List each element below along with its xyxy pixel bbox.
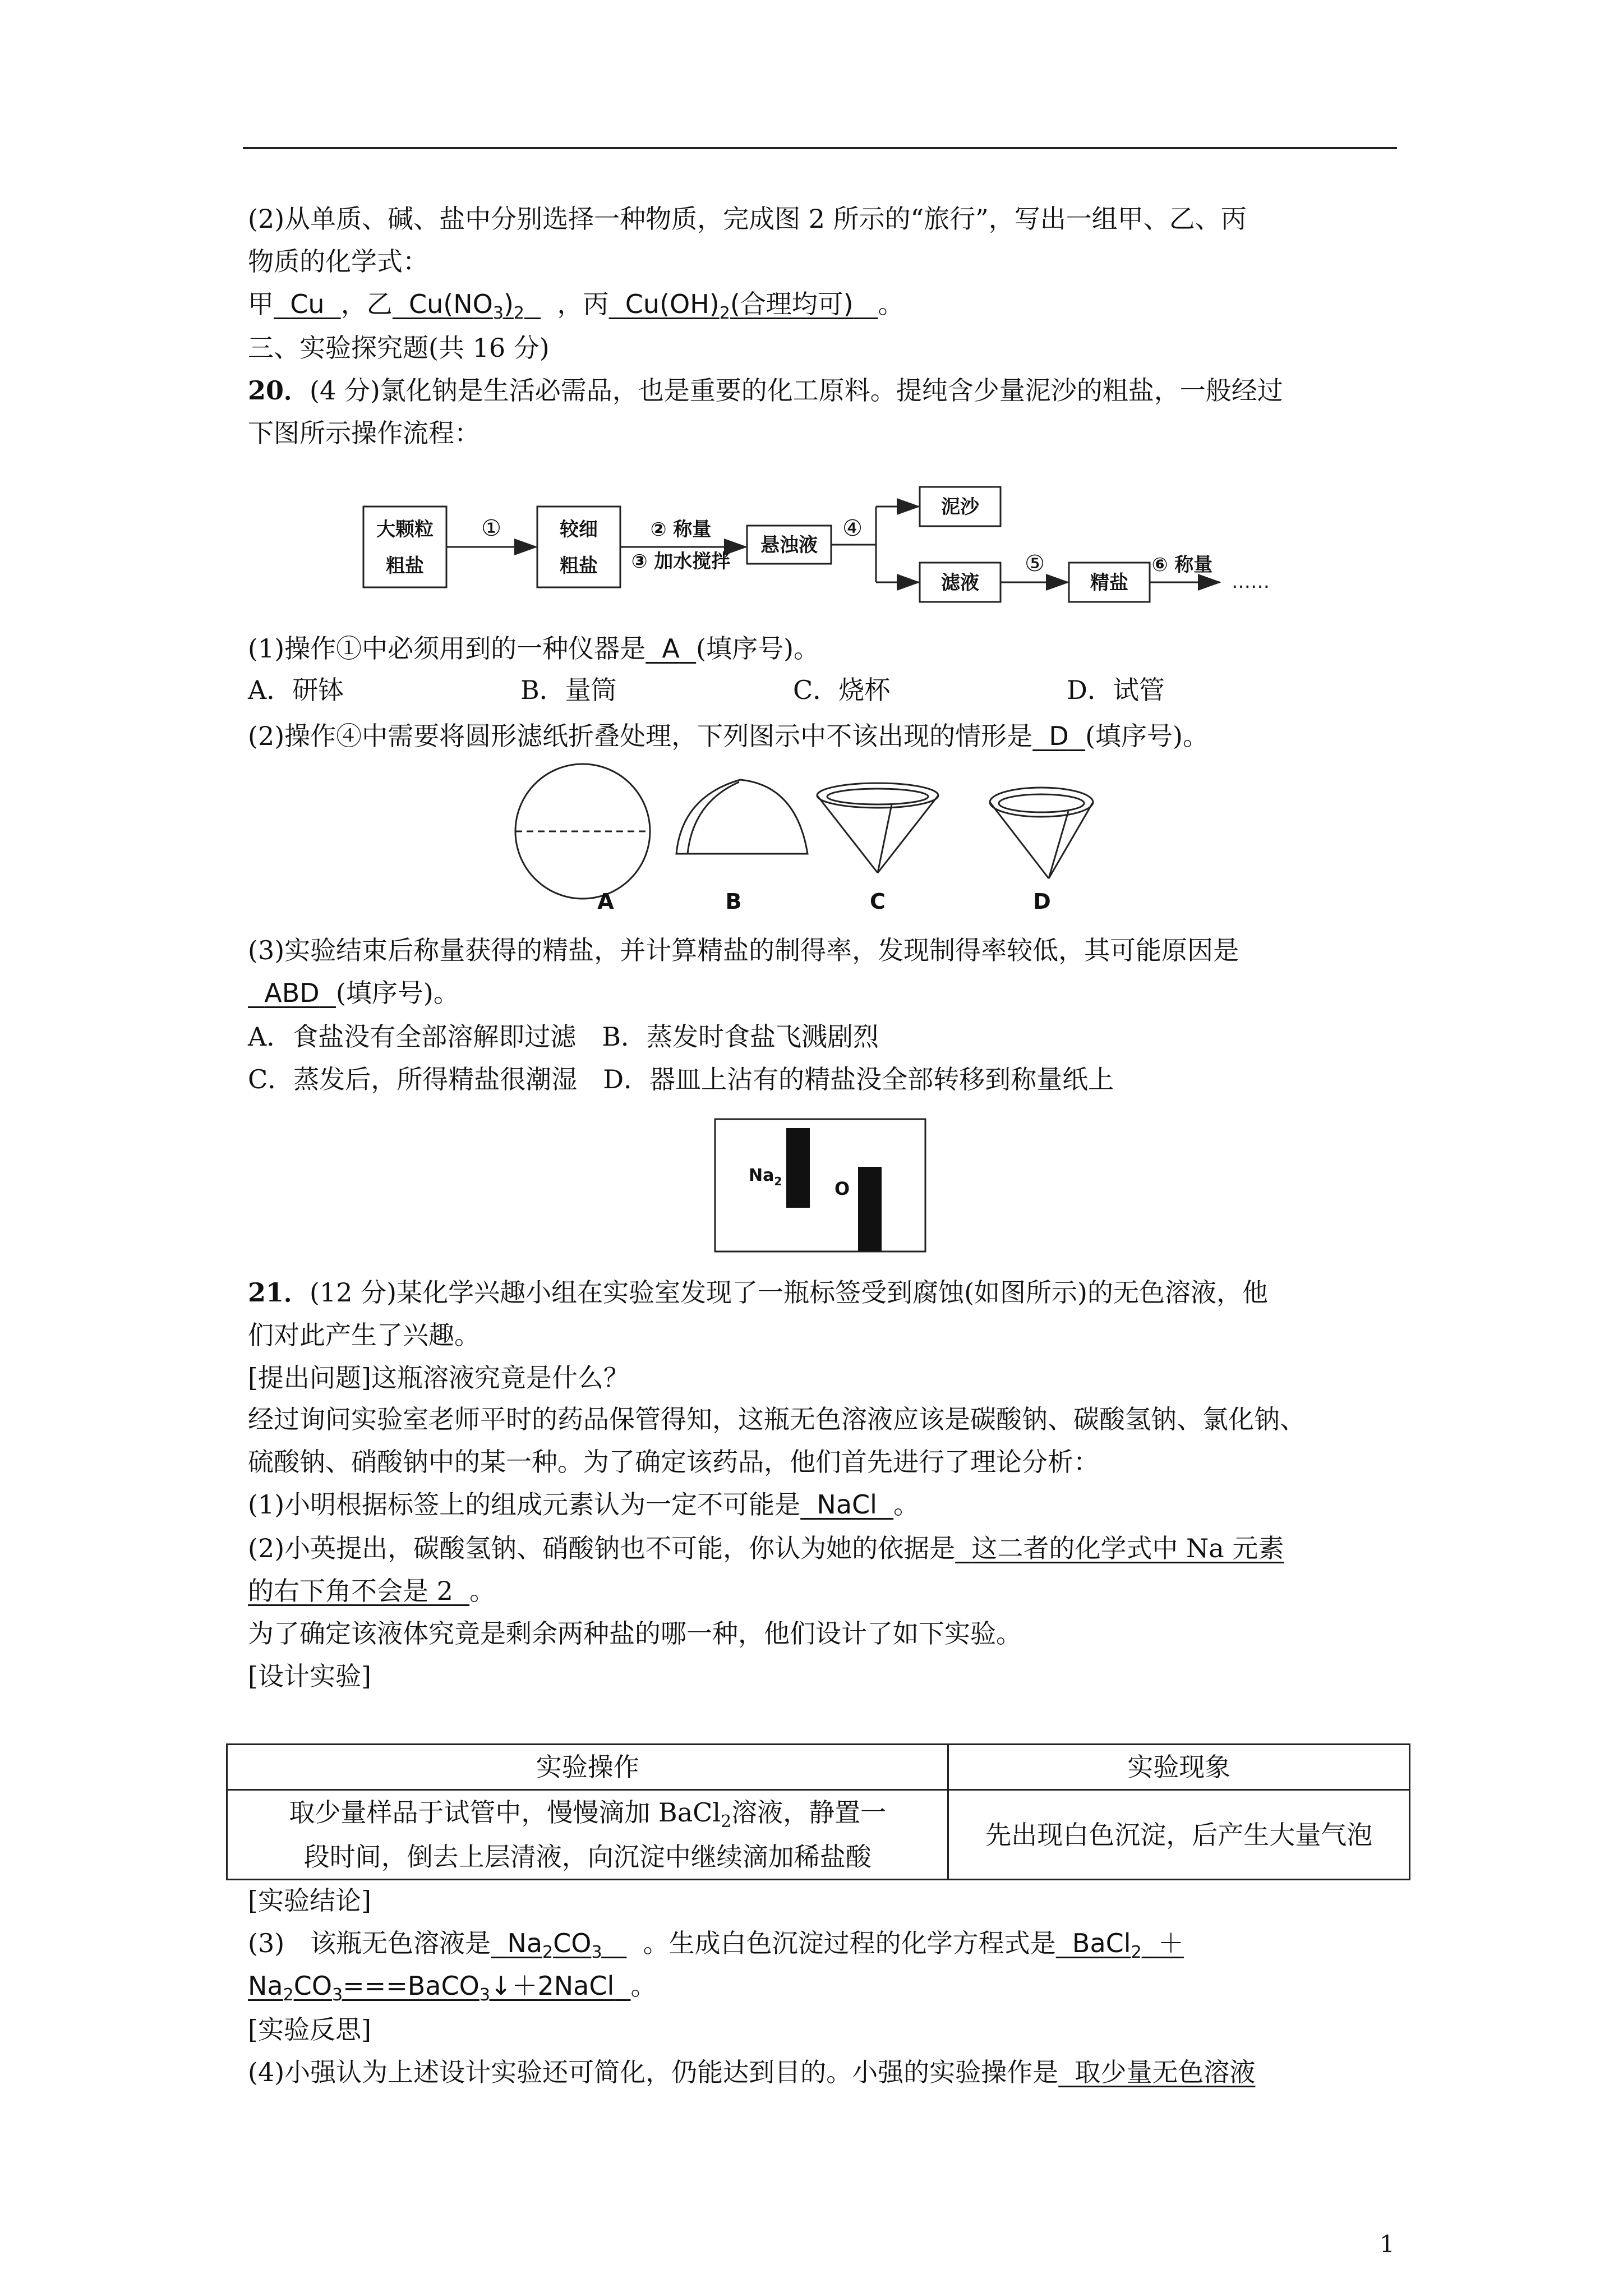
flow-step1: ① <box>481 516 501 541</box>
q21-intro-line1: 21．(12 分)某化学兴趣小组在实验室发现了一瓶标签受到腐蚀(如图所示)的无色溶液，他 <box>248 1277 1268 1308</box>
answer-q20-p1: A <box>662 633 680 664</box>
q20-p3-options-2: C．蒸发后，所得精盐很潮湿 D．器皿上沾有的精盐没全部转移到称量纸上 <box>248 1064 1114 1094</box>
table-header-phenomenon: 实验现象 <box>948 1745 1410 1790</box>
table-cell-phenomenon: 先出现白色沉淀，后产生大量气泡 <box>948 1790 1410 1880</box>
label-na: Na <box>749 1166 774 1185</box>
svg-text:Na2: $Na_2$ <box>749 1166 782 1188</box>
q21-p1: (1)小明根据标签上的组成元素认为一定不可能是 NaCl 。 <box>248 1489 920 1520</box>
flow-box2-line2: 粗盐 <box>560 555 598 577</box>
q21-info-line2: 硫酸钠、硝酸钠中的某一种。为了确定该药品，他们首先进行了理论分析： <box>248 1447 1099 1477</box>
answer-yi: $Cu(NO_3)_2$ <box>409 289 525 323</box>
answer-q21-equation: $Na_2CO_3===BaCO_3↓+2NaCl$ <box>248 1971 615 2005</box>
table-header-row <box>227 1745 1410 1790</box>
fig-label-c: C <box>870 889 886 914</box>
page-number: 1 <box>1380 2230 1395 2258</box>
table-row <box>227 1790 1410 1880</box>
flow-step2: ② 称量 <box>650 518 712 541</box>
fig-label-d: D <box>1033 889 1051 914</box>
flow-box2-line1: 较细 <box>560 518 598 541</box>
flow-step6: ⑥ 称量 <box>1151 554 1213 576</box>
q20-p3-question: (3)实验结束后称量获得的精盐，并计算精盐的制得率，发现制得率较低，其可能原因是 <box>248 935 1239 965</box>
flow-box1-line1: 大颗粒 <box>376 518 434 541</box>
flow-step4: ④ <box>842 516 863 541</box>
q21-p2-line1: (2)小英提出，碳酸氢钠、硝酸钠也不可能，你认为她的依据是 这二者的化学式中 Na 元素 <box>248 1533 1284 1563</box>
q21-info-line1: 经过询问实验室老师平时的药品保管得知，这瓶无色溶液应该是碳酸钠、碳酸氢钠、氯化钠、 <box>248 1404 1306 1434</box>
answer-q21-p4: 取少量无色溶液 <box>1075 2057 1256 2087</box>
fig-label-b: B <box>725 889 742 914</box>
answer-jia: Cu <box>290 289 325 319</box>
answer-q21-p2-b: 的右下角不会是 2 <box>248 1576 453 1606</box>
q21-p3-line2: $Na_2CO_3===BaCO_3↓+2NaCl$ 。 <box>248 1971 657 2005</box>
q21-conclusion-heading: [实验结论] <box>248 1885 371 1916</box>
label-o: O <box>834 1178 850 1199</box>
q20-intro-line1: 20．(4 分)氯化钠是生活必需品，也是重要的化工原料。提纯含少量泥沙的粗盐，一般经过 <box>248 375 1283 406</box>
flow-box5: 滤液 <box>941 572 979 594</box>
flow-dots: …… <box>1232 570 1270 593</box>
q20-p3-options-1: A．食盐没有全部溶解即过滤 B．蒸发时食盐飞溅剧烈 <box>248 1022 879 1052</box>
q20-p1-question: (1)操作①中必须用到的一种仪器是 A (填序号)。 <box>248 633 820 664</box>
q21-p2-line2: 的右下角不会是 2 。 <box>248 1576 496 1606</box>
q20-p3-answer: ABD (填序号)。 <box>264 978 459 1008</box>
table-header-operation: 实验操作 <box>227 1745 948 1790</box>
flow-box3: 悬浊液 <box>760 534 818 556</box>
flow-step5: ⑤ <box>1025 551 1045 577</box>
q21-reflect-heading: [实验反思] <box>248 2014 371 2045</box>
q19-part2-line2: 物质的化学式： <box>248 246 428 277</box>
flow-box6: 精盐 <box>1090 572 1128 594</box>
q20-intro-line2: 下图所示操作流程： <box>248 418 480 448</box>
experiment-table <box>226 1743 1410 1880</box>
answer-q20-p3: ABD <box>264 978 320 1008</box>
q20-p2-question: (2)操作④中需要将圆形滤纸折叠处理，下列图示中不该出现的情形是 D (填序号)。 <box>248 721 1209 751</box>
answer-q21-p2-a: 这二者的化学式中 Na 元素 <box>971 1533 1284 1563</box>
flow-step3: ③ 加水搅拌 <box>631 550 731 573</box>
answer-q21-p3: $Na_2CO_3$ <box>507 1928 602 1962</box>
q21-p3-line1: (3) 该瓶无色溶液是 $Na_2CO_3$ 。生成白色沉淀过程的化学方程式是 BaCl$_2$ ＋ <box>248 1928 1184 1962</box>
fig-label-a: A <box>597 889 614 914</box>
flow-box1-line2: 粗盐 <box>386 555 424 577</box>
q21-ask: [提出问题]这瓶溶液究竟是什么？ <box>248 1363 629 1393</box>
table-cell-operation: 取少量样品于试管中，慢慢滴加 BaCl$_2$溶液，静置一 段时间，倒去上层清液，向沉淀中继续滴加稀盐酸 <box>227 1790 948 1880</box>
q21-p4: (4)小强认为上述设计实验还可简化，仍能达到目的。小强的实验操作是 取少量无色溶液 <box>248 2057 1256 2087</box>
answer-bing: $Cu(OH)_2$(合理均可) <box>625 289 854 323</box>
q21-design-heading: [设计实验] <box>248 1661 371 1691</box>
q21-intro-line2: 们对此产生了兴趣。 <box>248 1320 480 1350</box>
section-title: 三、实验探究题(共 16 分) <box>248 333 550 363</box>
q21-plan: 为了确定该液体究竟是剩余两种盐的哪一种，他们设计了如下实验。 <box>248 1618 1022 1649</box>
answer-q20-p2: D <box>1049 721 1069 751</box>
flow-box4: 泥沙 <box>941 496 979 518</box>
q19-answer-line: 甲 Cu ，乙 $Cu(NO_3)_2$ ，丙 $Cu(OH)_2$(合理均可) 。 <box>248 289 904 323</box>
answer-q21-p1: NaCl <box>817 1489 877 1520</box>
q19-part2-line1: (2)从单质、碱、盐中分别选择一种物质，完成图 2 所示的“旅行”，写出一组甲、乙、丙 <box>248 204 1247 234</box>
